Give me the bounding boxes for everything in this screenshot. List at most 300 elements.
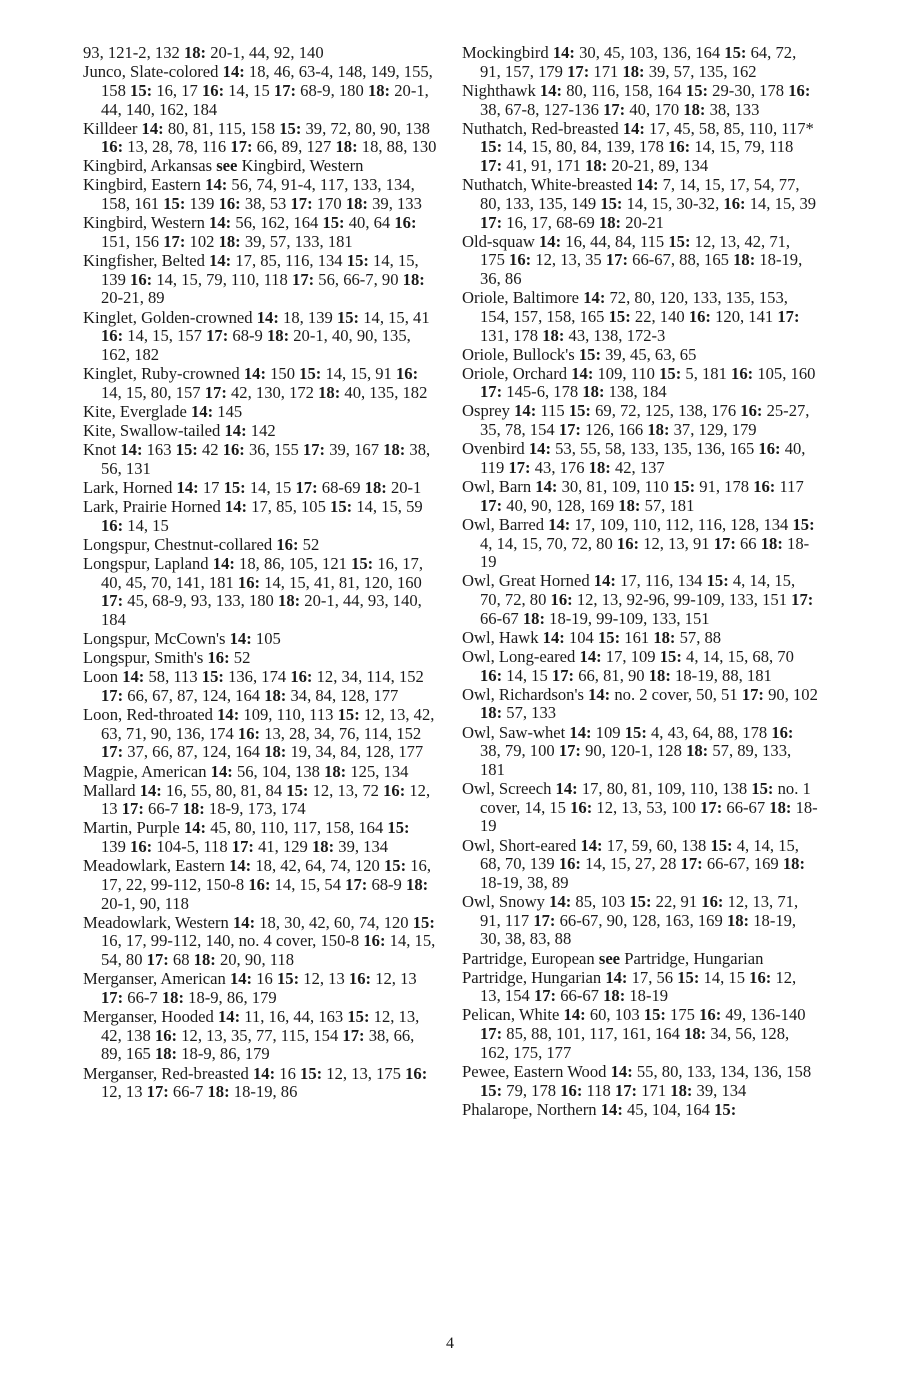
entry-heading: Nighthawk [462,80,536,100]
volume-label: 14: [549,892,572,912]
volume-label: 15: [276,969,300,989]
page-refs: 14, 15, 54, 80 [101,931,436,970]
page-refs: 175 [670,1005,695,1025]
entry-heading: Knot [83,440,117,460]
page-refs: 12, 13 [101,780,431,819]
volume-label: 16: [101,137,124,157]
page-refs: 139 [101,837,126,857]
page-refs: 66-67 [726,797,766,817]
page-refs: 12, 13, 35 [535,250,602,270]
volume-label: 16: [570,797,593,817]
page-refs: 16, 17, 40, 45, 70, 141, 181 [101,553,423,592]
page-refs: 25-27, 35, 78, 154 [480,401,810,440]
page-refs: 17, 56 [631,967,674,987]
page-refs: 7, 14, 15, 17, 54, 77, 80, 133, 135, 149 [480,175,800,213]
volume-label: 16: [758,439,781,459]
page-refs: 42, 137 [614,457,665,477]
page-refs: 17, 109 [605,646,656,666]
page-refs: 17, 85, 116, 134 [235,251,343,271]
page-refs: 18, 30, 42, 60, 74, 120 [259,912,409,932]
volume-label: 14: [569,722,592,742]
page-refs: 142 [250,420,276,440]
page-refs: 42 [201,440,219,460]
page-refs: 79, 178 [506,1080,557,1100]
page-refs: 38, 67-8, 127-136 [480,99,599,119]
page-refs: 39, 134 [696,1080,747,1100]
page-refs: 60, 103 [589,1005,640,1025]
volume-label: 18: [522,608,545,628]
entry-heading: Longspur, Lapland [83,553,209,573]
volume-label: 18: [670,1080,693,1100]
page-refs: 18-9, 173, 174 [208,799,306,819]
page-refs: no. 2 cover, 50, 51 [614,684,738,704]
index-entry [83,120,437,157]
index-entry [462,120,818,176]
index-entry [462,233,818,289]
entry-heading: Lark, Horned [83,477,173,497]
index-entry [462,1006,818,1062]
page-refs: 18, 86, 105, 121 [239,553,347,573]
volume-label: 16: [222,440,245,460]
page-refs: 12, 13, 92-96, 99-109, 133, 151 [576,590,787,610]
page-refs: 66-67, 88, 165 [632,250,729,270]
page-refs: 131, 178 [480,325,539,345]
volume-label: 14: [588,684,611,704]
entry-heading: Junco, Slate-colored [83,62,219,82]
volume-label: 15: [710,835,733,855]
index-entry [83,63,437,119]
page-refs: 4, 14, 15, 68, 70, 139 [480,835,799,874]
page-refs: 57, 133 [506,703,557,723]
volume-label: 14: [217,705,240,725]
page-refs: 14, 15 [127,515,169,535]
page-refs: 20-1, 90, 118 [101,893,189,913]
volume-label: 16: [699,1005,722,1025]
page-refs: 139 [189,194,215,214]
entry-heading: Mallard [83,780,136,800]
volume-label: 15: [412,912,435,932]
index-entry [83,498,437,535]
volume-label: 15: [175,440,198,460]
page-refs: 151, 156 [101,231,160,251]
page-refs: 90, 120-1, 128 [585,741,682,761]
volume-label: 15: [347,1007,370,1027]
page-refs: 68 [172,950,190,970]
volume-label: 14: [139,780,162,800]
volume-label: 15: [643,1005,666,1025]
index-entry [462,402,818,439]
index-entry [83,214,437,251]
page-refs: 39, 167 [329,440,379,460]
page-refs: 40, 135, 182 [344,382,428,402]
index-entry [462,516,818,572]
page-refs: 12, 13, 154 [480,967,797,1006]
page-refs: 12, 13, 72 [312,780,379,800]
entry-heading: Kingfisher, Belted [83,251,205,271]
index-entry [83,403,437,422]
page-refs: 14, 15, 79, 118 [694,137,794,157]
volume-label: 16: [668,137,691,157]
volume-label: 14: [141,118,164,138]
page-refs: 150 [270,364,296,384]
page-refs: 57, 89, 133, 181 [480,741,792,779]
page-refs: 39, 57, 133, 181 [244,231,353,251]
entry-heading: Nuthatch, White-breasted [462,175,633,195]
page-refs: 14, 15, 157 [127,326,202,346]
page-refs: 18, 42, 64, 74, 120 [255,856,380,876]
index-entry [462,837,818,893]
volume-label: 17: [206,326,229,346]
page-refs: 5, 181 [685,363,727,383]
volume-label: 14: [176,477,199,497]
page-refs: 16, 55, 80, 81, 84 [165,780,283,800]
page-refs: 39, 57, 135, 162 [648,61,757,81]
index-entry [83,536,437,555]
volume-label: 16: [749,967,772,987]
volume-label: 16: [348,969,372,989]
volume-label: 17: [480,1024,503,1044]
volume-label: 18: [364,477,387,497]
page-refs: 14, 15 [506,665,548,685]
entry-heading: Owl, Long-eared [462,646,576,666]
volume-label: 14: [636,175,659,195]
volume-label: 17: [700,797,723,817]
volume-label: 18: [406,874,429,894]
volume-label: 15: [480,1080,503,1100]
volume-label: 15: [480,137,503,157]
volume-label: 15: [714,1099,737,1119]
volume-label: 18: [598,212,622,232]
page-refs: 20, 90, 118 [219,950,295,970]
volume-label: 18: [648,665,671,685]
volume-label: 18: [683,99,706,119]
volume-label: 14: [552,43,575,62]
entry-heading: Longspur, McCown's [83,629,226,649]
index-entry [83,763,437,782]
volume-label: 18: [618,495,641,515]
volume-label: 14: [120,440,143,460]
volume-label: 17: [713,533,736,553]
page-refs: 20-1, 44, 140, 162, 184 [101,80,429,119]
page-refs: 14, 15, 59 [356,496,423,516]
index-entry [462,969,818,1006]
volume-label: 17: [121,799,144,819]
page-refs: 17, 109, 110, 112, 116, 128, 134 [574,514,789,534]
page-refs: 93, 121-2, 132 [83,43,180,62]
page-refs: 18-19 [480,533,810,572]
page-refs: 40, 170 [629,99,680,119]
volume-label: 15: [201,667,224,687]
index-entry [83,479,437,498]
page-refs: 36, 155 [248,440,299,460]
page-refs: 80, 81, 115, 158 [167,118,276,138]
page-refs: Kingbird, Western [241,156,364,176]
page-refs: 38, 66, 89, 165 [101,1025,415,1064]
volume-label: 15: [724,43,747,62]
volume-label: 16: [237,723,261,743]
index-entry [83,252,437,308]
volume-label: 14: [183,818,207,838]
volume-label: 17: [558,420,581,440]
page-refs: 118 [586,1080,611,1100]
entry-heading: Kite, Everglade [83,401,187,421]
page-refs: 85, 88, 101, 117, 161, 164 [506,1024,680,1044]
entry-heading: Loon, Red-throated [83,705,213,725]
page-refs: 45, 80, 110, 117, 158, 164 [210,818,384,838]
index-entry [83,365,437,402]
volume-label: 16: [616,533,640,553]
page-refs: 12, 13, 91 [643,533,710,553]
page-refs: 34, 84, 128, 177 [290,685,399,705]
page-refs: 14, 15, 91 [325,364,392,384]
page-refs: 38, 56, 131 [101,440,431,478]
page-refs: 20-1, 44, 92, 140 [210,43,324,62]
page-refs: 38, 53 [244,194,287,214]
page-refs: 30, 81, 109, 110 [561,477,669,497]
index-entry [83,1065,437,1102]
volume-label: 17: [230,137,253,157]
index-entry [462,950,818,969]
page-refs: 40, 119 [480,439,806,477]
entry-heading: Owl, Screech [462,779,552,799]
volume-label: 17: [146,1082,169,1102]
volume-label: 14: [229,856,252,876]
page-refs: 66-7 [172,1082,204,1102]
entry-heading: Owl, Short-eared [462,835,577,855]
volume-label: 15: [706,571,729,591]
volume-label: see [598,948,621,968]
page-refs: 20-1, 40, 90, 135, 162, 182 [101,326,411,364]
page-refs: 104 [568,627,594,647]
volume-label: 15: [668,231,691,251]
volume-label: 14: [212,553,235,573]
index-entry [462,44,818,81]
entry-heading: Loon [83,667,119,687]
volume-label: 16: [394,213,417,233]
volume-label: 17: [480,212,503,232]
volume-label: 16: [218,194,241,214]
volume-label: 15: [223,477,246,497]
page-refs: 72, 80, 120, 133, 135, 153, 154, 157, 158, 165 [480,288,788,326]
volume-label: 14: [535,477,558,497]
page-refs: 14, 15 [703,967,746,987]
page-refs: 171 [593,61,619,81]
page-refs: 40, 64 [348,213,391,233]
page-refs: 91, 178 [699,477,750,497]
page-refs: 14, 15 [228,80,270,100]
volume-label: 17: [342,1025,365,1045]
page-refs: 18-19 [629,986,669,1006]
volume-label: 15: [629,892,652,912]
entry-heading: Pelican, White [462,1005,560,1025]
index-entry [83,970,437,1007]
entry-heading: Old-squaw [462,231,535,251]
page-refs: 57, 88 [679,627,722,647]
page-refs: 58, 113 [148,667,198,687]
page-refs: 68-9 [371,874,402,894]
entry-heading: Osprey [462,401,510,421]
page-refs: 37, 129, 179 [673,420,757,440]
volume-label: 14: [252,1063,276,1083]
volume-label: 18: [684,1024,707,1044]
volume-label: 16: [480,665,503,685]
volume-label: 14: [579,646,602,666]
volume-label: 18: [726,910,750,930]
volume-label: 14: [224,420,247,440]
volume-label: 18: [733,250,756,270]
page-refs: 12, 13, 71, 91, 117 [480,892,799,930]
page-refs: 18, 139 [283,307,333,327]
volume-label: 17: [345,874,368,894]
volume-label: 18: [183,43,207,62]
volume-label: 16: [723,193,746,213]
entry-heading: Owl, Barn [462,477,532,497]
page-refs: 12, 13, 53, 100 [596,797,696,817]
index-entry [462,1101,818,1120]
volume-label: 18: [335,137,358,157]
index-entry [83,157,437,176]
page-refs: 18-19, 86 [233,1082,298,1102]
page-refs: 19, 34, 84, 128, 177 [290,742,424,762]
volume-label: 14: [555,779,578,799]
page-refs: 22, 140 [634,306,685,326]
page-refs: 20-1, 44, 93, 140, 184 [101,591,422,629]
volume-label: 15: [659,363,682,383]
page-refs: 17, 59, 60, 138 [606,835,707,855]
page-refs: 18-19, 36, 86 [480,250,803,288]
page-refs: 40, 90, 128, 169 [506,495,615,515]
volume-label: 15: [330,496,353,516]
page-refs: 39, 134 [338,837,389,857]
volume-label: 16: [701,892,724,912]
page-refs: 20-21, 89 [101,288,165,308]
volume-label: 16: [509,250,532,270]
volume-label: 18: [266,326,290,346]
page-refs: 12, 13, 42, 71, 175 [480,231,791,270]
volume-label: 17: [508,457,531,477]
volume-label: 14: [243,364,266,384]
page-refs: 12, 13, 35, 77, 115, 154 [181,1025,339,1045]
page-refs: 4, 14, 15, 70, 72, 80 [480,571,796,610]
index-entry [83,555,437,630]
volume-label: 17: [292,269,315,289]
page-refs: 66-7 [148,799,179,819]
page-refs: 66-7 [127,987,158,1007]
entry-heading: Owl, Richardson's [462,684,584,704]
page-refs: 4, 14, 15, 68, 70 [686,646,794,666]
entry-heading: Kite, Swallow-tailed [83,420,221,440]
volume-label: 14: [580,835,603,855]
volume-label: 14: [538,231,562,251]
volume-label: 14: [600,1099,623,1119]
volume-label: 18: [402,269,425,289]
volume-label: 16: [550,590,573,610]
volume-label: 14: [256,307,279,327]
page-refs: 13, 28, 78, 116 [127,137,227,157]
page-refs: 20-21 [625,212,664,232]
page-refs: 11, 16, 44, 163 [244,1007,344,1027]
volume-label: 18: [760,533,783,553]
page-refs: 17, 85, 105 [251,496,326,516]
page-refs: 126, 166 [585,420,644,440]
volume-label: 15: [286,780,309,800]
index-entry [462,893,818,949]
page-refs: 145 [217,401,243,421]
page-refs: 4, 43, 64, 88, 178 [651,722,768,742]
volume-label: 16: [788,80,811,100]
volume-label: 17: [101,591,124,611]
volume-label: 18: [686,741,709,761]
index-entry [462,289,818,345]
page-refs: 43, 138, 172-3 [568,325,666,345]
entry-heading: Owl, Saw-whet [462,722,566,742]
volume-label: 17: [290,194,313,214]
page-refs: 34, 56, 128, 162, 175, 177 [480,1024,790,1062]
index-entry [83,857,437,913]
entry-heading: Longspur, Smith's [83,648,204,668]
page-refs: 20-1 [390,477,422,497]
volume-label: 16: [154,1025,178,1045]
volume-label: 16: [405,1063,428,1083]
page-refs: 53, 55, 58, 133, 135, 136, 165 [555,439,755,459]
volume-label: 14: [593,571,616,591]
volume-label: 18: [345,194,368,214]
volume-label: 18: [278,591,301,611]
index-entry [83,44,437,63]
page-refs: 16 [256,969,273,989]
page-refs: 115 [540,401,565,421]
page-refs: 90, 102 [768,684,818,704]
volume-label: 18: [647,420,670,440]
volume-label: 15: [337,705,360,725]
volume-label: 15: [600,193,623,213]
index-entry [462,724,818,780]
index-entry [462,648,818,685]
volume-label: 16: [740,401,763,421]
volume-label: 14: [190,401,214,421]
volume-label: 18: [480,703,503,723]
volume-label: 17: [146,950,169,970]
page-refs: 16, 17 [156,80,198,100]
volume-label: 17: [273,80,297,100]
volume-label: 14: [232,912,256,932]
index-entry [462,478,818,515]
entry-heading: Martin, Purple [83,818,180,838]
page-refs: 14, 15, 54 [274,874,341,894]
volume-label: 14: [571,363,594,383]
entry-heading: Mockingbird [462,43,549,62]
volume-label: 17: [480,382,503,402]
page-refs: 42, 130, 172 [231,382,314,402]
page-refs: 12, 13, 42, 138 [101,1007,420,1045]
page-refs: 16, 17, 22, 99-112, 150-8 [101,856,431,894]
entry-heading: Oriole, Baltimore [462,288,580,308]
volume-label: 17: [533,986,557,1006]
index-entry [83,1008,437,1064]
index-entry [462,365,818,402]
volume-label: 17: [741,684,764,704]
entry-heading: Kingbird, Western [83,213,205,233]
page-refs: 39, 133 [372,194,422,214]
index-entry [83,630,437,649]
volume-label: 16: [130,837,153,857]
volume-label: 16: [101,515,124,535]
volume-label: 16: [130,269,153,289]
index-column-left [83,44,437,1102]
volume-label: 15: [322,213,345,233]
index-entry [83,176,437,213]
entry-heading: Meadowlark, Eastern [83,856,225,876]
